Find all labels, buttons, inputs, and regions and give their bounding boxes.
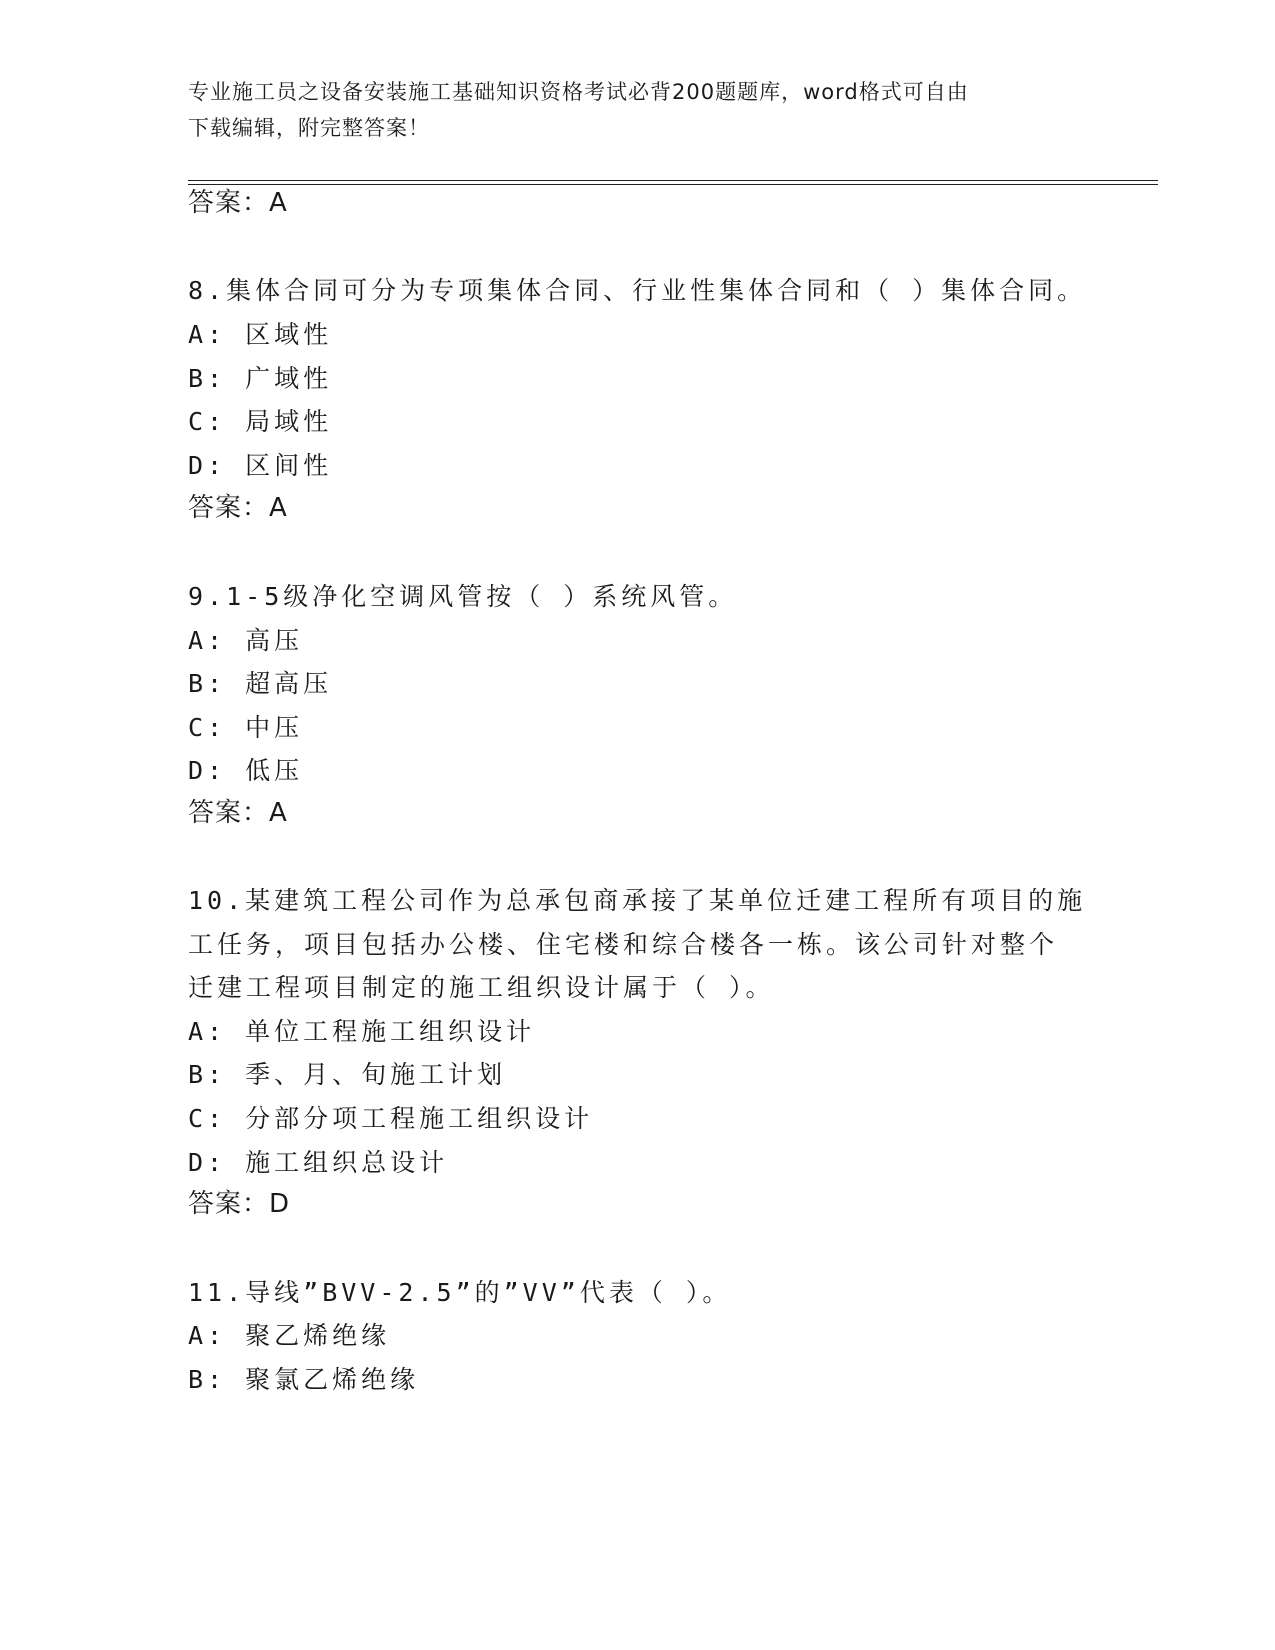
question-9-text: 9.1-5级净化空调风管按（ ）系统风管。 xyxy=(188,582,738,611)
question-8-text: 8.集体合同可分为专项集体合同、行业性集体合同和（ ）集体合同。 xyxy=(188,276,1087,305)
question-9-option-b: B: 超高压 xyxy=(188,669,333,698)
document-header xyxy=(188,74,1088,146)
question-9-option-c: C: 中压 xyxy=(188,713,304,742)
question-10-answer: 答案：D xyxy=(188,1189,291,1219)
question-10-text-line-2: 工任务，项目包括办公楼、住宅楼和综合楼各一栋。该公司针对整个 xyxy=(188,930,1059,959)
question-9-option-d: D: 低压 xyxy=(188,756,304,785)
question-8-answer: 答案：A xyxy=(188,493,288,523)
header-divider-bottom xyxy=(188,184,1158,185)
header-divider-top xyxy=(188,180,1158,181)
question-10-option-a: A: 单位工程施工组织设计 xyxy=(188,1017,536,1046)
previous-answer: 答案：A xyxy=(188,188,288,218)
question-10-option-c: C: 分部分项工程施工组织设计 xyxy=(188,1104,594,1133)
question-11-option-b: B: 聚氯乙烯绝缘 xyxy=(188,1365,420,1394)
question-10-text-line-3: 迁建工程项目制定的施工组织设计属于（ ）。 xyxy=(188,973,775,1002)
question-10-option-b: B: 季、月、旬施工计划 xyxy=(188,1060,507,1089)
question-8-option-c: C: 局域性 xyxy=(188,407,333,436)
question-8-option-d: D: 区间性 xyxy=(188,451,333,480)
question-11-text: 11.导线”BVV-2.5”的”VV”代表（ ）。 xyxy=(188,1278,732,1307)
question-9-answer: 答案：A xyxy=(188,798,288,828)
question-9-option-a: A: 高压 xyxy=(188,626,304,655)
question-8-option-a: A: 区域性 xyxy=(188,320,333,349)
question-10-option-d: D: 施工组织总设计 xyxy=(188,1148,449,1177)
header-line-2: 下载编辑，附完整答案！ xyxy=(188,116,430,140)
question-11-option-a: A: 聚乙烯绝缘 xyxy=(188,1321,391,1350)
question-8-option-b: B: 广域性 xyxy=(188,364,333,393)
header-line-1: 专业施工员之设备安装施工基础知识资格考试必背200题题库，word格式可自由 xyxy=(188,80,969,104)
question-10-text-line-1: 10.某建筑工程公司作为总承包商承接了某单位迁建工程所有项目的施 xyxy=(188,886,1087,915)
